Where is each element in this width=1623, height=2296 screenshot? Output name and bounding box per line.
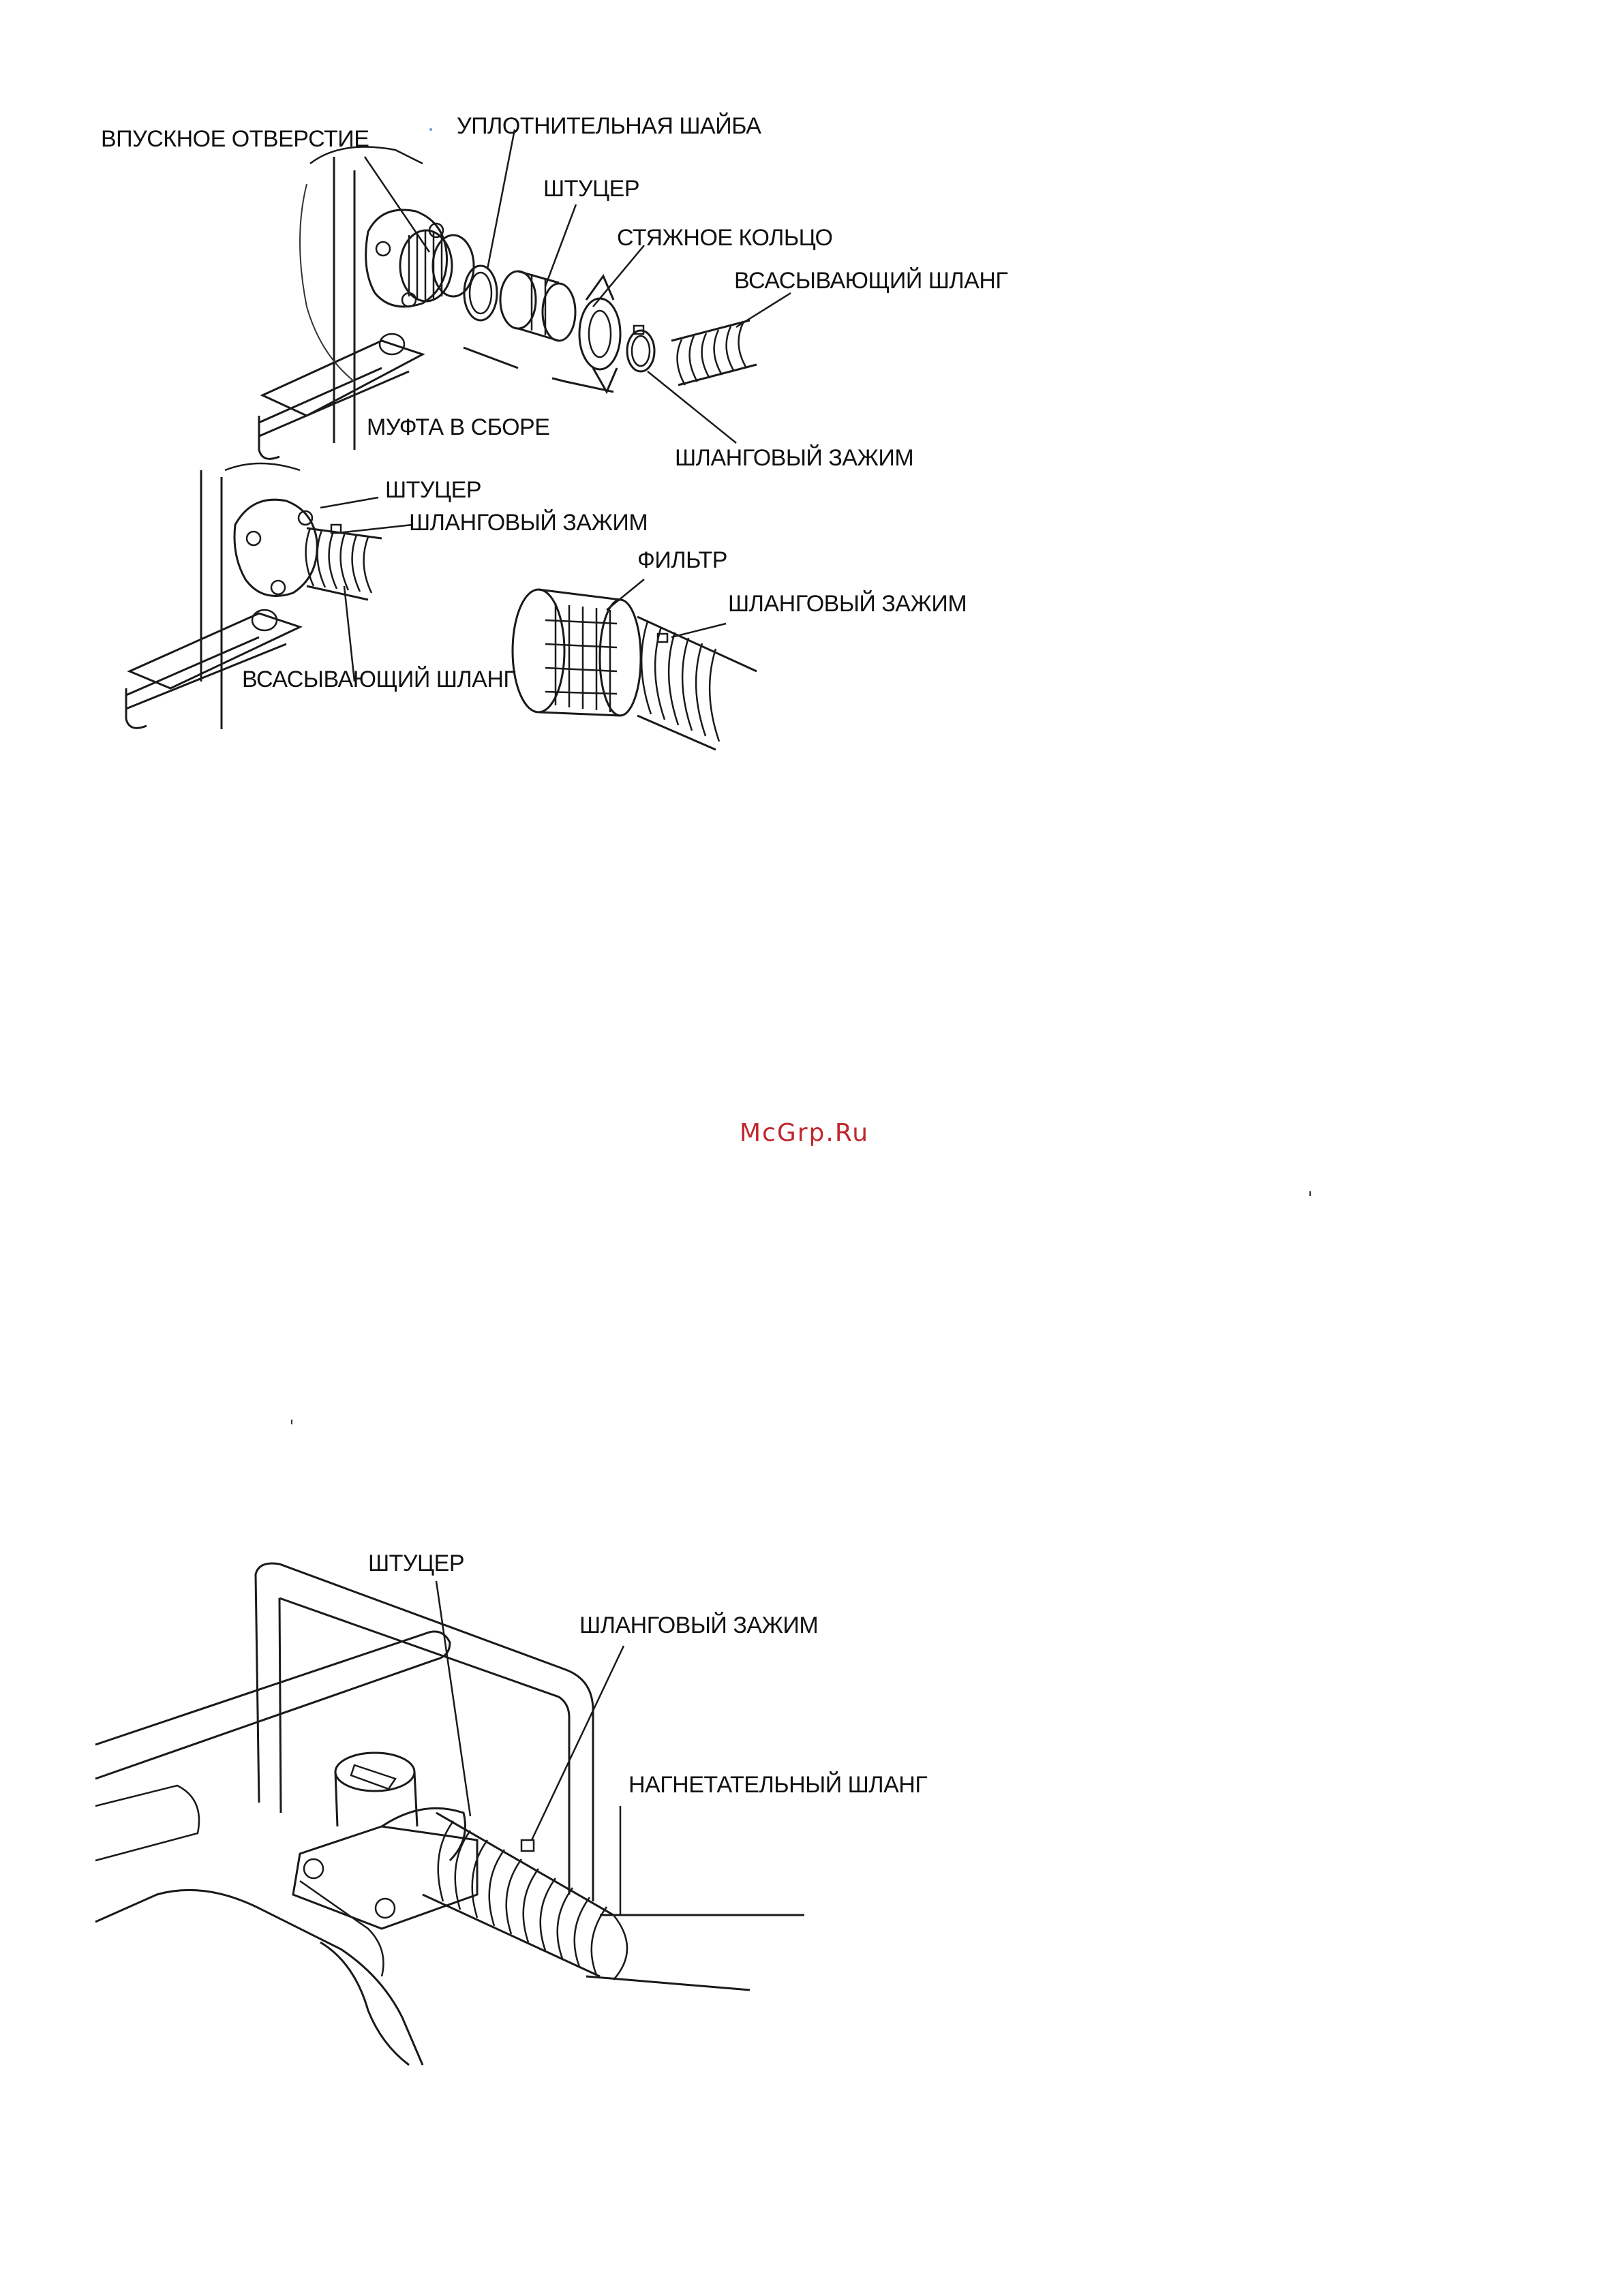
label-discharge-hose: НАГНЕТАТЕЛЬНЫЙ ШЛАНГ — [628, 1772, 928, 1798]
label-inlet: ВПУСКНОЕ ОТВЕРСТИЕ — [101, 126, 369, 152]
label-suction-hose-middle: ВСАСЫВАЮЩИЙ ШЛАНГ — [242, 667, 516, 692]
label-hose-clamp-top: ШЛАНГОВЫЙ ЗАЖИМ — [675, 445, 914, 471]
discharge-hose — [423, 1813, 804, 1990]
discharge-port — [293, 1753, 477, 1929]
label-fitting-bottom: ШТУЦЕР — [368, 1550, 465, 1576]
label-filter-hose-clamp: ШЛАНГОВЫЙ ЗАЖИМ — [728, 591, 967, 617]
label-hose-clamp-middle: ШЛАНГОВЫЙ ЗАЖИМ — [409, 510, 648, 536]
label-seal-washer: УПЛОТНИТЕЛЬНАЯ ШАЙБА — [457, 113, 761, 139]
label-hose-clamp-bottom: ШЛАНГОВЫЙ ЗАЖИМ — [579, 1612, 819, 1638]
label-coupling-assembly: МУФТА В СБОРЕ — [367, 414, 550, 440]
label-fitting-top: ШТУЦЕР — [543, 176, 640, 202]
label-suction-hose-top: ВСАСЫВАЮЩИЙ ШЛАНГ — [734, 268, 1008, 294]
label-filter: ФИЛЬТР — [637, 547, 727, 573]
label-clamp-ring: СТЯЖНОЕ КОЛЬЦО — [617, 225, 833, 251]
pump-frame-bottom — [95, 1563, 593, 2065]
watermark: McGrp.Ru — [740, 1119, 870, 1147]
label-fitting-middle: ШТУЦЕР — [385, 477, 482, 503]
